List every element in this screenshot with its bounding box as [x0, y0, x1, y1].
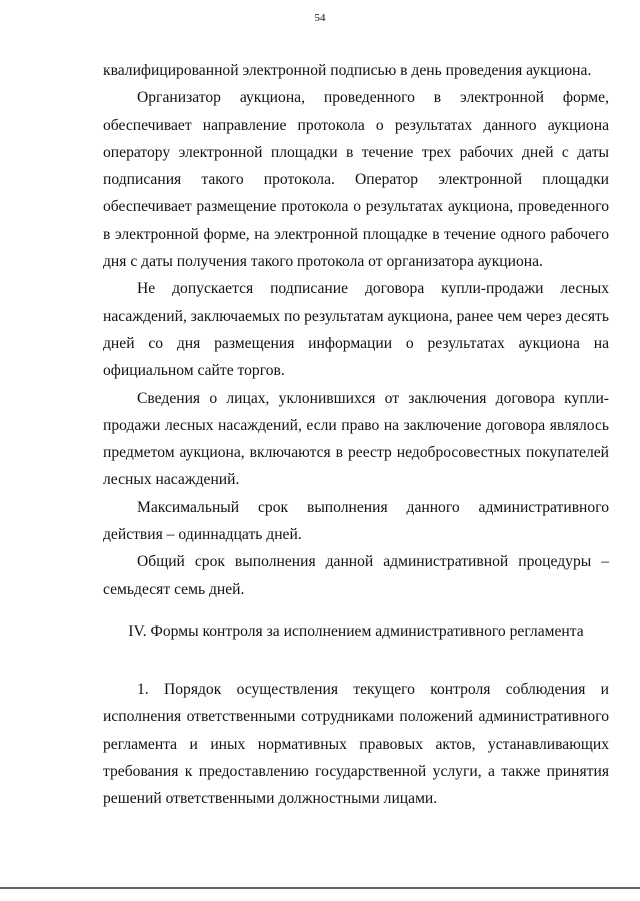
- paragraph-max-term: Максимальный срок выполнения данного административного действия – одиннадцать дней.: [103, 498, 609, 544]
- section-body: [103, 676, 609, 812]
- footer-divider: [0, 887, 640, 889]
- paragraph-protocol-delivery: Организатор аукциона, проведенного в электронной форме, обеспечивает направление протокола о результатах данного аукциона оператору электронной площадки в течение трех рабочих дней с даты подписания такого протокола. Оператор электронной площадки обеспечивает размещение протокола о результатах аукциона, проведенного в электронной форме, на электронной площадке в течение одного рабочего дня с даты получения такого протокола от организатора аукциона.: [103, 89, 609, 271]
- paragraph-contract-signing: Не допускается подписание договора купли-продажи лесных насаждений, заключаемых по результатам аукциона, ранее чем через десять дней со дня размещения информации о результатах аукциона на официальном сайте торгов.: [103, 280, 609, 380]
- section-heading: IV. Формы контроля за исполнением административного регламента: [128, 623, 584, 640]
- paragraph-continuation: квалифицированной электронной подписью в день проведения аукциона.: [103, 62, 592, 79]
- paragraph-total-term: Общий срок выполнения данной административной процедуры – семьдесят семь дней.: [103, 553, 609, 598]
- body-text: [103, 57, 609, 603]
- page-number: 54: [314, 12, 326, 24]
- paragraph-control-procedure: 1. Порядок осуществления текущего контроля соблюдения и исполнения ответственными сотрудниками положений административного регламента и иных нормативных правовых актов, устанавливающих требования к предоставлению государственной услуги, а также принятия решений ответственными должностными лицами.: [103, 681, 609, 808]
- paragraph-registry: Сведения о лицах, уклонившихся от заключения договора купли-продажи лесных насаждений, если право на заключение договора являлось предметом аукциона, включаются в реестр недобросовестных покупателей лесных насаждений.: [103, 389, 609, 489]
